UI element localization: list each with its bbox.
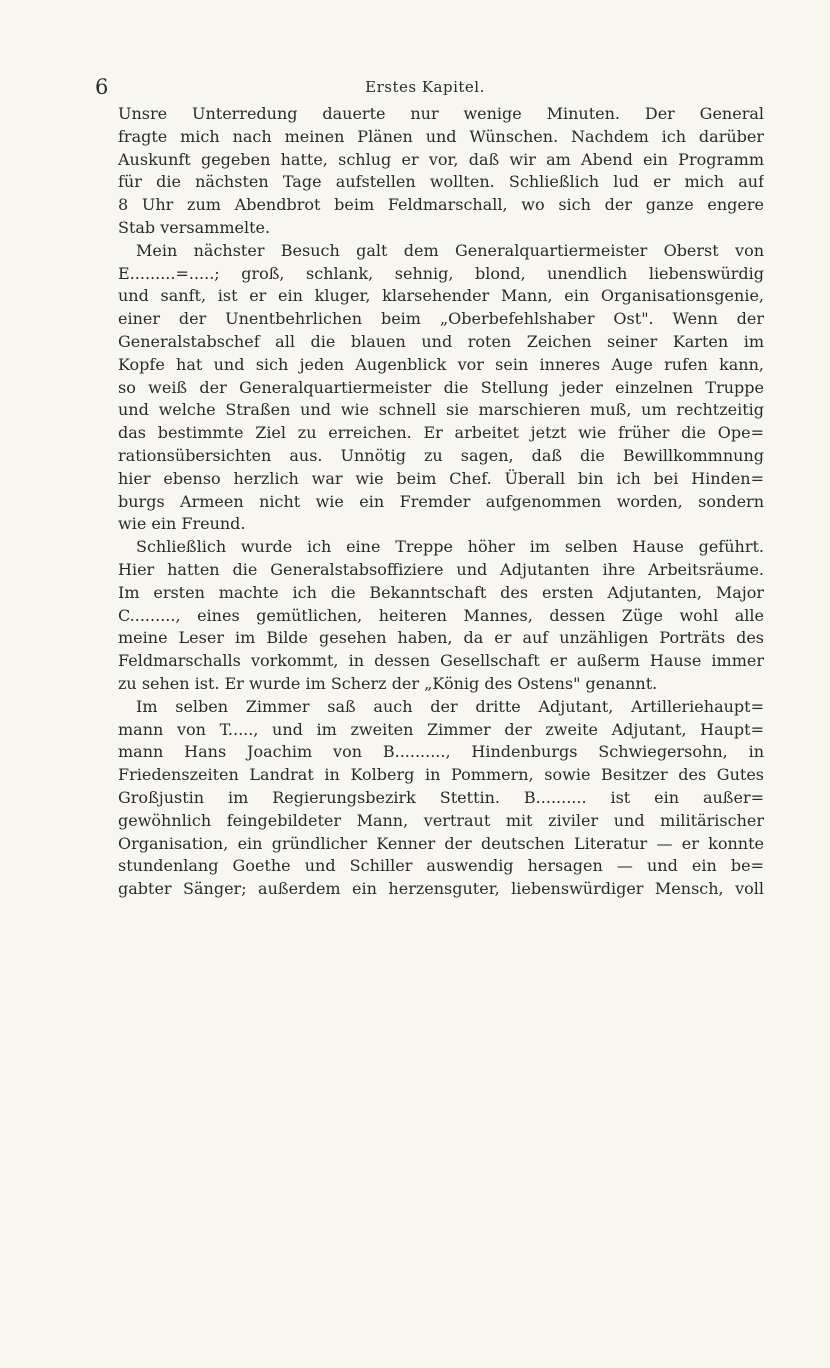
text-line: gabter Sänger; außerdem ein herzensguter, liebenswürdiger Mensch, voll — [118, 879, 764, 899]
text-line: Friedenszeiten Landrat in Kolberg in Pommern, sowie Besitzer des Gutes — [118, 765, 764, 785]
text-line: Stab versammelte. — [118, 217, 271, 237]
text-line: hier ebenso herzlich war wie beim Chef. Überall bin ich bei Hinden= — [118, 468, 764, 488]
text-line: wie ein Freund. — [118, 514, 246, 534]
text-line: rationsübersichten aus. Unnötig zu sagen, daß die Bewillkommnung — [118, 445, 764, 465]
text-line: Kopfe hat und sich jeden Augenblick vor sein inneres Auge rufen kann, — [118, 354, 764, 374]
page-header — [95, 72, 755, 102]
text-line: mann von T....., und im zweiten Zimmer der zweite Adjutant, Haupt= — [118, 719, 764, 739]
page-number: 6 — [95, 75, 109, 99]
text-line: mann Hans Joachim von B.........., Hindenburgs Schwiegersohn, in — [118, 742, 764, 762]
text-line: stundenlang Goethe und Schiller auswendig hersagen — und ein be= — [118, 856, 764, 876]
text-line: Im selben Zimmer saß auch der dritte Adjutant, Artilleriehaupt= — [136, 696, 764, 716]
body-text — [118, 103, 764, 901]
text-line: so weiß der Generalquartiermeister die Stellung jeder einzelnen Truppe — [118, 377, 764, 397]
running-head: Erstes Kapitel. — [365, 78, 485, 96]
text-line: Mein nächster Besuch galt dem Generalquartiermeister Oberst von — [136, 240, 764, 260]
text-line: Generalstabschef all die blauen und roten Zeichen seiner Karten im — [118, 331, 764, 351]
text-line: Großjustin im Regierungsbezirk Stettin. B.......... ist ein außer= — [118, 787, 764, 807]
text-line: einer der Unentbehrlichen beim „Oberbefehlshaber Ost". Wenn der — [118, 309, 764, 329]
text-line: und welche Straßen und wie schnell sie marschieren muß, um rechtzeitig — [118, 400, 764, 420]
text-line: 8 Uhr zum Abendbrot beim Feldmarschall, wo sich der ganze engere — [118, 195, 764, 215]
text-line: Schließlich wurde ich eine Treppe höher im selben Hause geführt. — [136, 537, 764, 557]
text-line: Hier hatten die Generalstabsoffiziere und Adjutanten ihre Arbeitsräume. — [118, 559, 764, 579]
text-line: zu sehen ist. Er wurde im Scherz der „König des Ostens" genannt. — [118, 673, 658, 693]
text-line: E.........=.....; groß, schlank, sehnig, blond, unendlich liebenswürdig — [118, 263, 764, 283]
text-line: meine Leser im Bilde gesehen haben, da er auf unzähligen Porträts des — [118, 628, 764, 648]
text-line: Organisation, ein gründlicher Kenner der deutschen Literatur — er konnte — [118, 833, 764, 853]
text-line: Unsre Unterredung dauerte nur wenige Minuten. Der General — [118, 104, 764, 123]
text-line: fragte mich nach meinen Plänen und Wünschen. Nachdem ich darüber — [118, 126, 764, 146]
text-line: und sanft, ist er ein kluger, klarsehender Mann, ein Organisationsgenie, — [118, 286, 764, 306]
text-line: Feldmarschalls vorkommt, in dessen Gesellschaft er außerm Hause immer — [118, 651, 764, 671]
text-line: Auskunft gegeben hatte, schlug er vor, daß wir am Abend ein Programm — [118, 149, 764, 169]
text-line: Im ersten machte ich die Bekanntschaft des ersten Adjutanten, Major — [118, 582, 764, 602]
text-line: gewöhnlich feingebildeter Mann, vertraut mit ziviler und militärischer — [118, 810, 764, 830]
text-line: burgs Armeen nicht wie ein Fremder aufgenommen worden, sondern — [118, 491, 764, 511]
text-line: C........., eines gemütlichen, heiteren Mannes, dessen Züge wohl alle — [118, 605, 764, 625]
text-line: das bestimmte Ziel zu erreichen. Er arbeitet jetzt wie früher die Ope= — [118, 423, 764, 443]
text-line: für die nächsten Tage aufstellen wollten. Schließlich lud er mich auf — [118, 172, 764, 192]
